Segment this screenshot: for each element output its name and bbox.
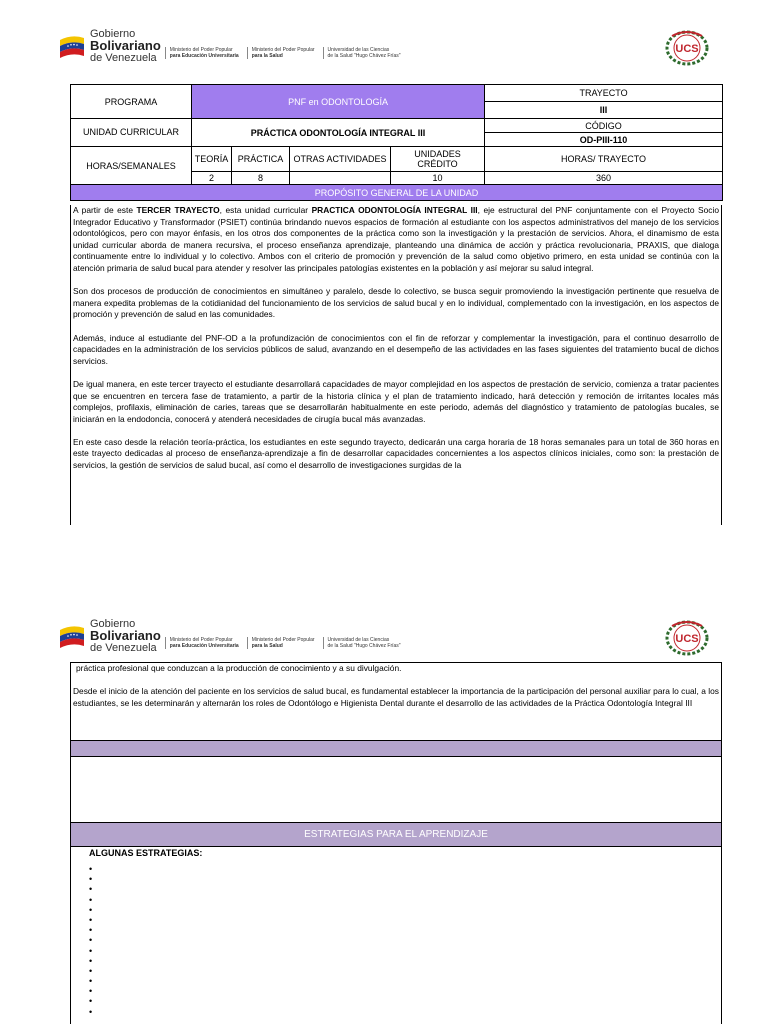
unidades-credito-value: 10: [391, 172, 485, 185]
government-name: [90, 28, 161, 64]
paragraph-3: Además, induce al estudiante del PNF-OD a la profundización de conocimientos con el fin de reforzar y complementar la investigación, para el continuo desarrollo de capacidades en la administración de los servicios públicos de salud, avanzando en el desempeño de las actividades en las fases siguientes del tratamiento bucal de dichos servicios.: [73, 332, 719, 366]
ministry-health: [247, 47, 319, 59]
gov-line-2: Bolivariano: [90, 628, 161, 643]
practica-value: 8: [232, 172, 290, 185]
list-item: •: [89, 976, 93, 987]
list-item: •: [89, 996, 93, 1007]
proposito-title: PROPÓSITO GENERAL DE LA UNIDAD: [71, 185, 723, 201]
university-name-2: [323, 637, 405, 649]
list-item: •: [89, 914, 93, 925]
list-item: •: [89, 965, 93, 976]
ucs-logo-icon: [664, 616, 710, 656]
university-line-1: Universidad de las Ciencias: [327, 47, 390, 53]
curricular-info-table: [70, 84, 723, 201]
practica-label: PRÁCTICA: [232, 147, 290, 172]
list-item: •: [89, 884, 93, 895]
teoria-value: 2: [192, 172, 232, 185]
gov-line-3: de Venezuela: [90, 52, 157, 64]
university-line-2: de la Salud "Hugo Chávez Frías": [327, 53, 401, 59]
list-item: •: [89, 935, 93, 946]
paragraph-1-part-b: TERCER TRAYECTO: [136, 205, 220, 215]
paragraph-2: Son dos procesos de producción de conocimientos en simultáneo y paralelo, desde lo colectivo, se busca seguir promoviendo la investigación pertinente que resuelva de manera expedita problemas de la cotidianidad del funcionamiento de los servicios de salud bucal y en lo individual, complementado con la investigación, en los aspectos de promoción y prevención de salud en las comunidades.: [73, 286, 719, 320]
codigo-label: CÓDIGO: [485, 119, 723, 133]
university-name: [323, 47, 405, 59]
ministry-education-line-1: Ministerio del Poder Popular: [169, 47, 233, 53]
university-line-2: de la Salud "Hugo Chávez Frías": [327, 643, 401, 649]
list-item: •: [89, 955, 93, 966]
paragraph-5: En este caso desde la relación teoría-práctica, los estudiantes en este segundo trayecto, dedicarán una carga horaria de 18 horas semanales para un total de 360 horas en este trayecto dedicadas al proceso de enseñanza-aprendizaje a fin de desarrollar capacidades concernientes a los aspectos clínicos iniciales, como son: la prestación de servicios, la gestión de servicios de salud bucal, así como el desarrollo de investigaciones surgidas de la: [73, 436, 719, 471]
paragraph-1-part-a: A partir de este: [73, 205, 137, 215]
horas-trayecto-label: HORAS/ TRAYECTO: [485, 147, 723, 172]
list-item: •: [89, 925, 93, 936]
paragraph-6: práctica profesional que conduzcan a la producción de conocimiento y a su divulgación.: [76, 663, 402, 673]
ministry-education-2: [165, 637, 243, 649]
ministry-health-2: [247, 637, 319, 649]
empty-section-box: [70, 757, 722, 822]
university-line-1: Universidad de las Ciencias: [327, 637, 390, 643]
unidad-curricular-value: PRÁCTICA ODONTOLOGÍA INTEGRAL III: [192, 119, 485, 147]
ministry-education-line-2: para Educación Universitaria: [169, 53, 239, 59]
trayecto-label: TRAYECTO: [485, 85, 723, 102]
teoria-label: TEORÍA: [192, 147, 232, 172]
government-logo: [58, 22, 405, 70]
list-item: •: [89, 874, 93, 885]
page-2-body-text: [70, 662, 722, 740]
paragraph-1-part-d: PRACTICA ODONTOLOGÍA INTEGRAL III: [311, 205, 478, 215]
otras-actividades-label: OTRAS ACTIVIDADES: [290, 147, 391, 172]
ministry-health-line-1: Ministerio del Poder Popular: [251, 47, 315, 53]
programa-label: PROGRAMA: [71, 85, 192, 119]
estrategias-title: ESTRATEGIAS PARA EL APRENDIZAJE: [70, 822, 722, 847]
gov-line-3: de Venezuela: [90, 642, 157, 654]
empty-section-bar: [70, 740, 722, 757]
ucs-logo-text: UCS: [675, 43, 699, 55]
paragraph-1: [73, 205, 719, 275]
horas-trayecto-value: 360: [485, 172, 723, 185]
venezuela-flag-icon: [58, 32, 86, 60]
gov-line-1: Gobierno: [90, 28, 136, 40]
trayecto-value: III: [485, 102, 723, 119]
estrategias-list: [71, 864, 721, 1017]
ministry-health-line-1: Ministerio del Poder Popular: [251, 637, 315, 643]
list-item: •: [89, 945, 93, 956]
estrategias-subtitle: ALGUNAS ESTRATEGIAS:: [89, 848, 203, 858]
list-item: •: [89, 986, 93, 997]
otras-actividades-value: [290, 172, 391, 185]
unidad-curricular-label: UNIDAD CURRICULAR: [71, 119, 192, 147]
ministry-education: [165, 47, 243, 59]
paragraph-1-part-c: , esta unidad curricular: [219, 205, 312, 215]
estrategias-box: [70, 847, 722, 1024]
paragraph-1-part-e: , eje estructural del PNF conjuntamente con el Proyecto Socio Integrador Educativo y Transformador (PSIET) continúa brindando nuevos espacios de formación al estudiante con los aspectos administrativos del manejo de los servicios odontológicos, pero con mayor énfasis, en los otros dos componentes de la práctica como son la investigación y la prestación de servicios. Ahora, el dinamismo de esta unidad curricular aborda de manera recursiva, el proceso enseñanza aprendizaje, planteando una dinámica de acción y práctica revolucionaria, PRAXIS, que dialoga continuamente entre lo individual y lo colectivo. Ambos con el criterio de promoción y prevención de la salud como objetivo primero, en esta unidad se continúa con la atención primaria de salud bucal para atender y resolver las principales patologías existentes en la población y así mejorar su salud integral.: [73, 205, 719, 273]
list-item: •: [89, 894, 93, 905]
government-name-2: [90, 618, 161, 654]
ministry-education-line-2: para Educación Universitaria: [169, 643, 239, 649]
unidades-credito-label: UNIDADES CRÉDITO: [391, 147, 485, 172]
programa-value: PNF en ODONTOLOGÍA: [192, 85, 485, 119]
venezuela-flag-icon: [58, 622, 86, 650]
ministry-education-line-1: Ministerio del Poder Popular: [169, 637, 233, 643]
gov-line-2: Bolivariano: [90, 38, 161, 53]
list-item: •: [89, 904, 93, 915]
codigo-value: OD-PIII-110: [485, 133, 723, 147]
paragraph-7: Desde el inicio de la atención del paciente en los servicios de salud bucal, es fundamental establecer la importancia de la participación del personal auxiliar para lo cual, a los estudiantes, se les determinarán y alternarán los roles de Odontólogo e Higienista Dental durante el desarrollo de las actividades de la Práctica Odontología Integral III: [73, 686, 719, 708]
ucs-logo-text: UCS: [675, 633, 699, 645]
paragraph-4: De igual manera, en este tercer trayecto el estudiante desarrollará capacidades de mayor complejidad en los aspectos de prestación de servicio, comienza a tratar pacientes que se encuentren en tercera fase de tratamiento, a partir de la historia clínica y el plan de tratamiento indicado, hará detección y remoción de irritantes locales más complejos, profilaxis, eliminación de caries, tareas que se desarrollarán habitualmente en este periodo, además del diagnóstico y tratamiento de patologías bucales, se iniciarán en la endodoncia, conocerá y atenderá necesidades de cirugía bucal más avanzadas.: [73, 378, 719, 424]
list-item: •: [89, 1006, 93, 1017]
gov-line-1: Gobierno: [90, 618, 136, 630]
ministry-health-line-2: para la Salud: [251, 643, 283, 649]
ministry-health-line-2: para la Salud: [251, 53, 283, 59]
page-1-body-text: [70, 205, 722, 525]
government-logo-2: [58, 612, 405, 660]
page-1-header: [0, 22, 768, 82]
list-item: •: [89, 864, 93, 874]
ucs-logo-icon: [664, 26, 710, 66]
horas-semanales-label: HORAS/SEMANALES: [71, 147, 192, 185]
